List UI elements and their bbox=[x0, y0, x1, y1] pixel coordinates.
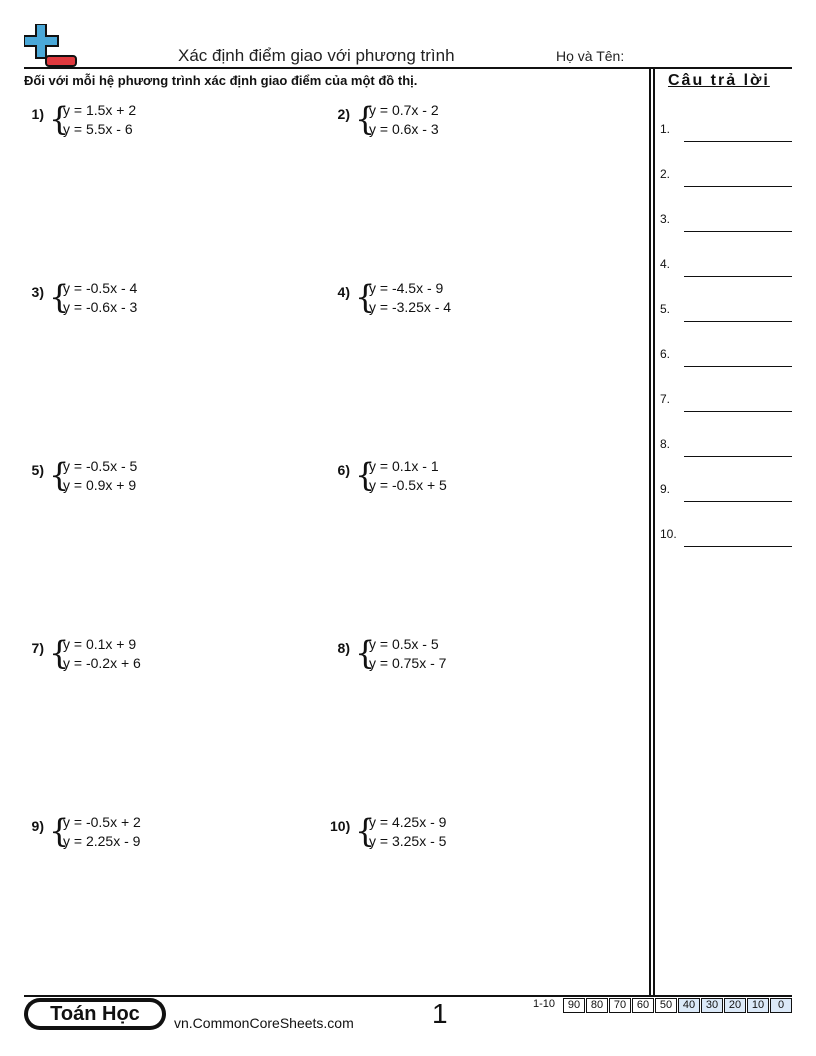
equation-1: y = -0.5x + 2 bbox=[63, 814, 141, 830]
problem-number: 10) bbox=[330, 818, 351, 834]
answer-blank[interactable] bbox=[684, 456, 792, 457]
equation-1: y = -4.5x - 9 bbox=[369, 280, 444, 296]
problem-8 bbox=[330, 634, 620, 677]
answer-number: 2. bbox=[660, 167, 671, 181]
system-brace: { bbox=[49, 278, 70, 316]
problem-9 bbox=[24, 812, 314, 855]
equation-1: y = 1.5x + 2 bbox=[63, 102, 137, 118]
answer-row-4 bbox=[660, 257, 792, 277]
answer-number: 6. bbox=[660, 347, 671, 361]
site-url: vn.CommonCoreSheets.com bbox=[174, 1015, 354, 1031]
equation-2: y = -3.25x - 4 bbox=[369, 299, 452, 315]
equation-2: y = 0.6x - 3 bbox=[369, 121, 439, 137]
problem-5 bbox=[24, 456, 314, 499]
plus-minus-logo-icon bbox=[24, 24, 80, 68]
equation-2: y = -0.6x - 3 bbox=[63, 299, 138, 315]
problem-number: 9) bbox=[31, 818, 44, 834]
system-brace: { bbox=[49, 812, 70, 850]
score-cell: 40 bbox=[678, 998, 700, 1013]
equation-1: y = 0.1x - 1 bbox=[369, 458, 439, 474]
equation-1: y = 4.25x - 9 bbox=[369, 814, 447, 830]
system-brace: { bbox=[355, 812, 376, 850]
worksheet-title: Xác định điểm giao với phương trình bbox=[178, 46, 455, 65]
score-cell: 60 bbox=[632, 998, 654, 1013]
name-label: Họ và Tên: bbox=[556, 48, 625, 64]
system-brace: { bbox=[49, 456, 70, 494]
answer-row-8 bbox=[660, 437, 792, 457]
answer-number: 1. bbox=[660, 122, 671, 136]
system-brace: { bbox=[355, 634, 376, 672]
system-brace: { bbox=[355, 100, 376, 138]
problem-number: 2) bbox=[337, 106, 350, 122]
answers-title: Câu trả lời bbox=[668, 72, 770, 89]
problem-7 bbox=[24, 634, 314, 677]
problem-number: 3) bbox=[31, 284, 44, 300]
answer-column-divider bbox=[649, 68, 651, 996]
problem-4 bbox=[330, 278, 620, 321]
answer-row-9 bbox=[660, 482, 792, 502]
score-cell: 0 bbox=[770, 998, 792, 1013]
problem-number: 1) bbox=[31, 106, 44, 122]
equation-1: y = 0.5x - 5 bbox=[369, 636, 439, 652]
answer-blank[interactable] bbox=[684, 411, 792, 412]
subject-badge-label: Toán Học bbox=[28, 1002, 162, 1026]
system-brace: { bbox=[49, 634, 70, 672]
equation-1: y = 0.7x - 2 bbox=[369, 102, 439, 118]
score-cell: 80 bbox=[586, 998, 608, 1013]
footer-divider bbox=[24, 995, 792, 997]
answer-row-7 bbox=[660, 392, 792, 412]
equation-1: y = 0.1x + 9 bbox=[63, 636, 137, 652]
problem-1 bbox=[24, 100, 314, 143]
equation-2: y = -0.2x + 6 bbox=[63, 655, 141, 671]
answer-row-2 bbox=[660, 167, 792, 187]
answer-column-divider bbox=[653, 68, 655, 996]
answer-blank[interactable] bbox=[684, 141, 792, 142]
system-brace: { bbox=[49, 100, 70, 138]
system-brace: { bbox=[355, 456, 376, 494]
answer-row-10 bbox=[660, 527, 792, 547]
score-cell: 70 bbox=[609, 998, 631, 1013]
answer-number: 4. bbox=[660, 257, 671, 271]
answer-number: 7. bbox=[660, 392, 671, 406]
problem-number: 6) bbox=[337, 462, 350, 478]
problem-number: 8) bbox=[337, 640, 350, 656]
answer-blank[interactable] bbox=[684, 321, 792, 322]
answer-blank[interactable] bbox=[684, 501, 792, 502]
answer-blank[interactable] bbox=[684, 546, 792, 547]
score-cell: 50 bbox=[655, 998, 677, 1013]
instructions: Đối với mỗi hệ phương trình xác định giao điểm của một đồ thị. bbox=[24, 73, 418, 88]
subject-badge bbox=[24, 998, 166, 1030]
answer-blank[interactable] bbox=[684, 231, 792, 232]
problem-number: 5) bbox=[31, 462, 44, 478]
answer-number: 10. bbox=[660, 527, 677, 541]
equation-2: y = 2.25x - 9 bbox=[63, 833, 141, 849]
answer-row-3 bbox=[660, 212, 792, 232]
problem-10 bbox=[330, 812, 620, 855]
system-brace: { bbox=[355, 278, 376, 316]
problem-3 bbox=[24, 278, 314, 321]
answer-row-5 bbox=[660, 302, 792, 322]
score-cell: 30 bbox=[701, 998, 723, 1013]
equation-2: y = -0.5x + 5 bbox=[369, 477, 447, 493]
equation-2: y = 3.25x - 5 bbox=[369, 833, 447, 849]
equation-2: y = 0.9x + 9 bbox=[63, 477, 137, 493]
problem-number: 4) bbox=[337, 284, 350, 300]
equation-1: y = -0.5x - 5 bbox=[63, 458, 138, 474]
answer-number: 9. bbox=[660, 482, 671, 496]
page-number: 1 bbox=[432, 998, 448, 1029]
problem-2 bbox=[330, 100, 620, 143]
answer-number: 8. bbox=[660, 437, 671, 451]
score-cell: 20 bbox=[724, 998, 746, 1013]
problem-number: 7) bbox=[31, 640, 44, 656]
answer-number: 5. bbox=[660, 302, 671, 316]
equation-2: y = 0.75x - 7 bbox=[369, 655, 447, 671]
score-range-label: 1-10 bbox=[533, 998, 556, 1010]
equation-1: y = -0.5x - 4 bbox=[63, 280, 138, 296]
answer-blank[interactable] bbox=[684, 276, 792, 277]
problem-6 bbox=[330, 456, 620, 499]
equation-2: y = 5.5x - 6 bbox=[63, 121, 133, 137]
answer-blank[interactable] bbox=[684, 366, 792, 367]
answer-row-1 bbox=[660, 122, 792, 142]
score-cell: 10 bbox=[747, 998, 769, 1013]
answer-row-6 bbox=[660, 347, 792, 367]
answer-blank[interactable] bbox=[684, 186, 792, 187]
header-divider bbox=[24, 67, 792, 69]
score-cell: 90 bbox=[563, 998, 585, 1013]
answer-number: 3. bbox=[660, 212, 671, 226]
